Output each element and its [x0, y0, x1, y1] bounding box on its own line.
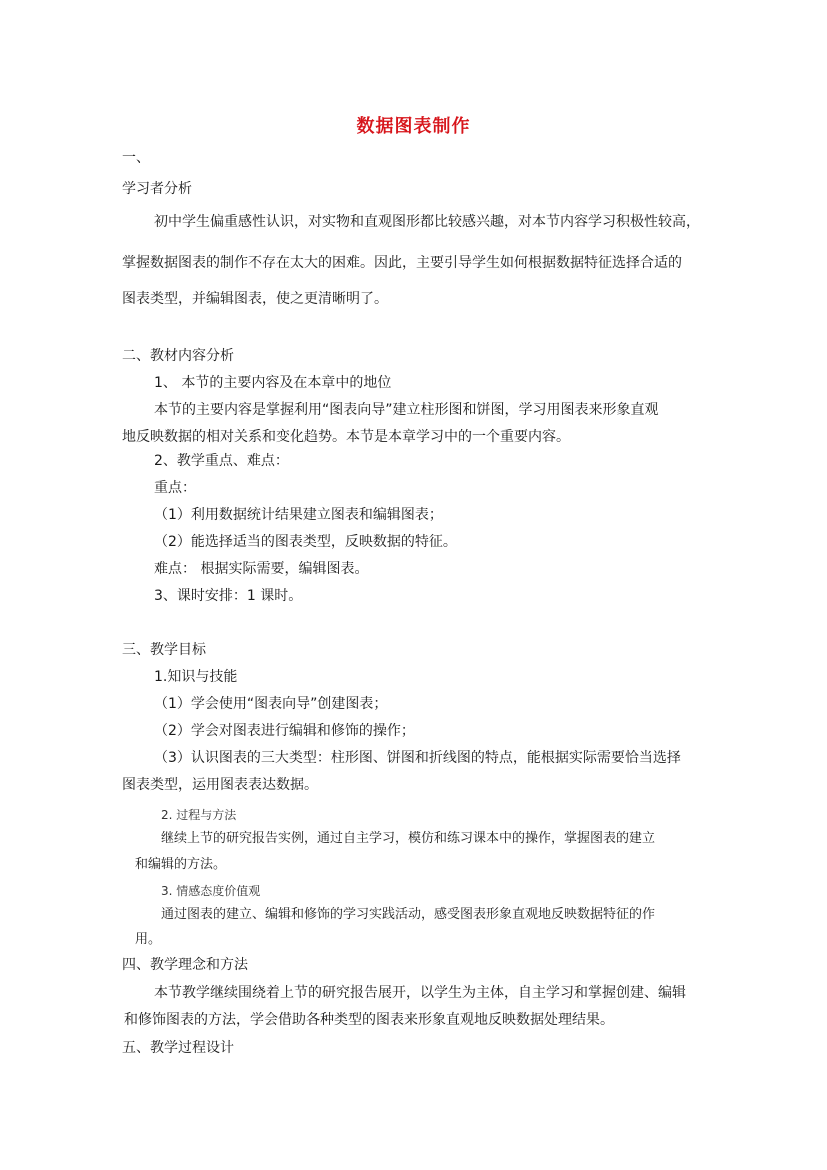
goal-item-2: （2）学会对图表进行编辑和修饰的操作； — [154, 723, 415, 739]
section-2-item-2: 2、教学重点、难点： — [154, 453, 289, 469]
difficulty-line: 难点： 根据实际需要，编辑图表。 — [154, 561, 369, 577]
section-1-paragraph-line: 掌握数据图表的制作不存在太大的困难。因此，主要引导学生如何根据数据特征选择合适的 — [122, 255, 682, 271]
goal-process-heading: 2. 过程与方法 — [161, 808, 237, 822]
section-1-paragraph-line: 初中学生偏重感性认识，对实物和直观图形都比较感兴趣，对本节内容学习积极性较高， — [154, 214, 700, 230]
section-4-paragraph-line: 和修饰图表的方法，学会借助各种类型的图表来形象直观地反映数据处理结果。 — [124, 1012, 614, 1028]
goal-item-3-line: 图表类型，运用图表表达数据。 — [122, 777, 318, 793]
page-title: 数据图表制作 — [356, 116, 471, 137]
goal-knowledge-heading: 1.知识与技能 — [154, 669, 238, 685]
section-4-paragraph-line: 本节教学继续围绕着上节的研究报告展开，以学生为主体，自主学习和掌握创建、编辑 — [154, 985, 686, 1001]
section-3-heading: 三、教学目标 — [122, 642, 206, 658]
section-1-paragraph-line: 图表类型，并编辑图表，使之更清晰明了。 — [122, 291, 388, 307]
key-point-2: （2）能选择适当的图表类型，反映数据的特征。 — [154, 534, 457, 550]
section-5-heading: 五、教学过程设计 — [122, 1040, 234, 1056]
section-2-heading: 二、教材内容分析 — [122, 348, 234, 364]
goal-process-line: 和编辑的方法。 — [135, 857, 227, 872]
key-points-label: 重点： — [154, 480, 196, 496]
goal-emotion-line: 通过图表的建立、编辑和修饰的学习实践活动，感受图表形象直观地反映数据特征的作 — [161, 907, 656, 922]
section-1-heading: 学习者分析 — [122, 181, 192, 197]
goal-emotion-heading: 3. 情感态度价值观 — [161, 884, 261, 898]
key-point-1: （1）利用数据统计结果建立图表和编辑图表； — [154, 507, 443, 523]
section-2-paragraph-line: 本节的主要内容是掌握利用“图表向导”建立柱形图和饼图，学习用图表来形象直观 — [154, 402, 659, 418]
section-1-number: 一、 — [122, 150, 150, 166]
goal-emotion-line: 用。 — [135, 932, 162, 947]
goal-process-line: 继续上节的研究报告实例，通过自主学习，模仿和练习课本中的操作，掌握图表的建立 — [161, 831, 656, 846]
section-4-heading: 四、教学理念和方法 — [122, 957, 248, 973]
section-2-paragraph-line: 地反映数据的相对关系和变化趋势。本节是本章学习中的一个重要内容。 — [122, 429, 570, 445]
goal-item-3-line: （3）认识图表的三大类型：柱形图、饼图和折线图的特点，能根据实际需要恰当选择 — [154, 750, 681, 766]
goal-item-1: （1）学会使用“图表向导”创建图表； — [154, 696, 388, 712]
section-2-item-1: 1、 本节的主要内容及在本章中的地位 — [154, 375, 392, 391]
section-2-item-3: 3、课时安排：1 课时。 — [154, 588, 303, 604]
